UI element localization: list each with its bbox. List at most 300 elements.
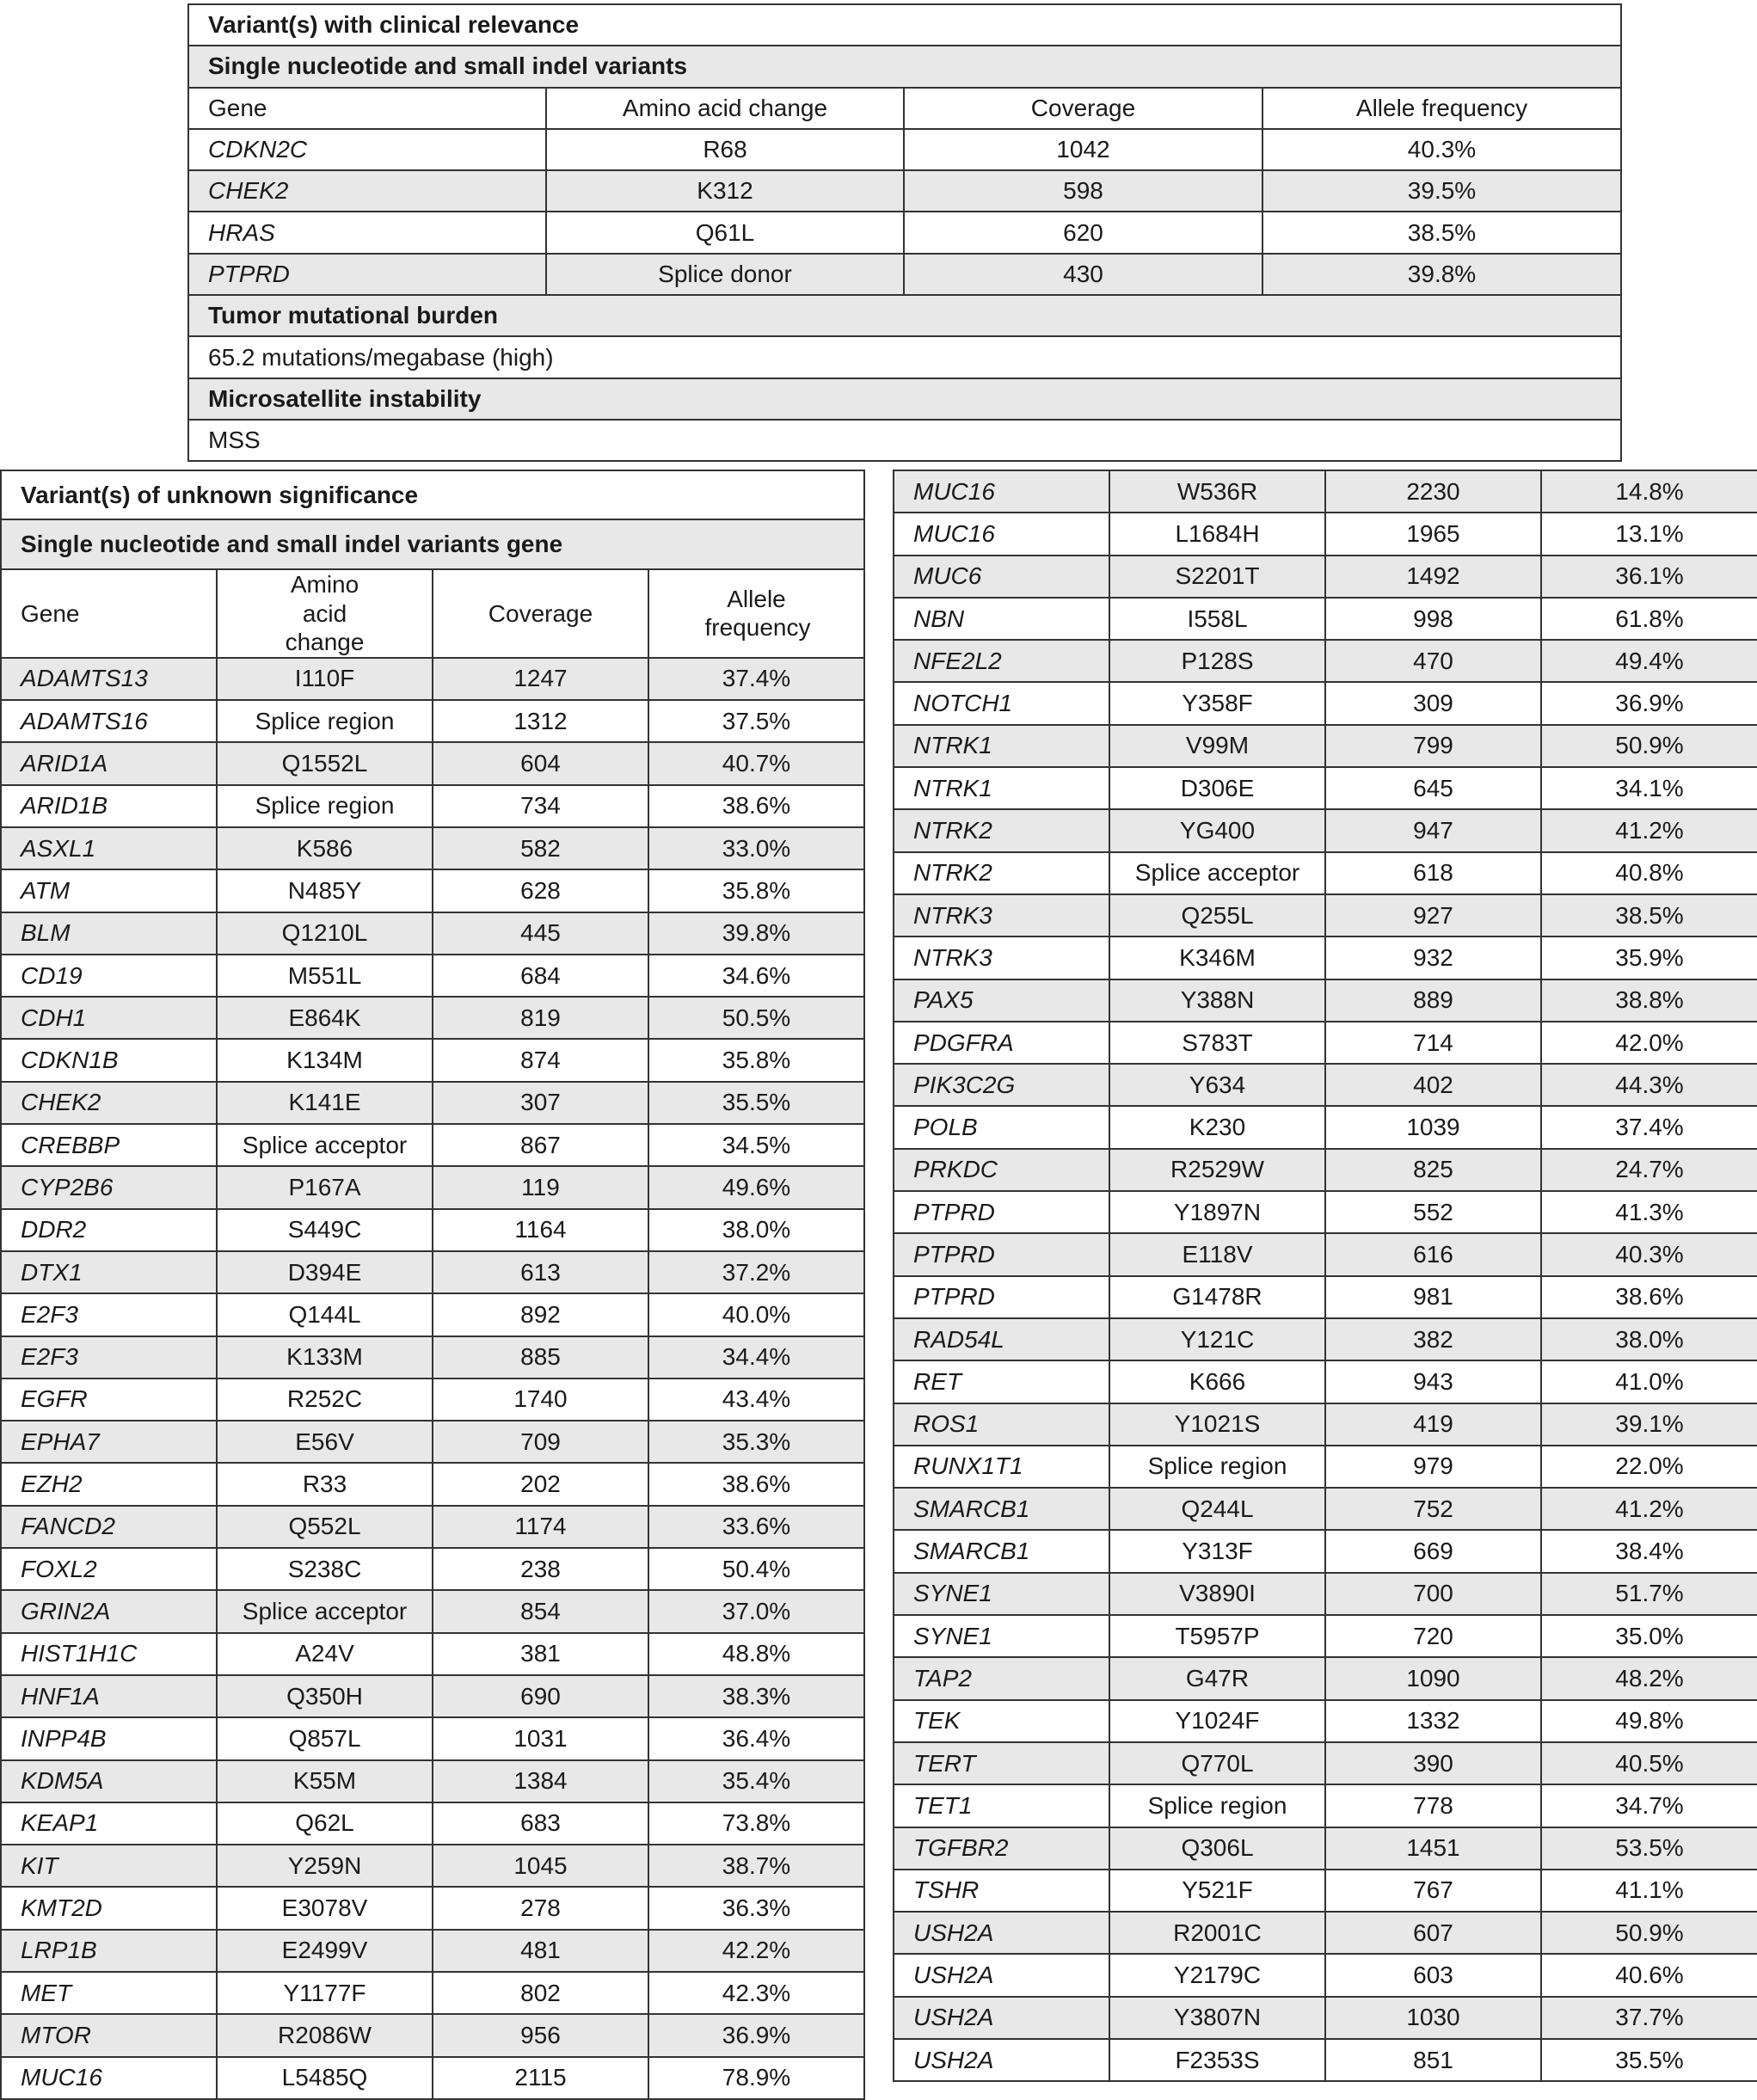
table-row — [1, 785, 864, 827]
amino-acid-change-cell: E118V — [1109, 1233, 1325, 1275]
coverage-cell: 932 — [1325, 936, 1541, 979]
coverage-cell: 690 — [433, 1675, 648, 1717]
coverage-cell: 1451 — [1325, 1827, 1541, 1870]
coverage-cell: 645 — [1325, 767, 1541, 809]
gene-cell: POLB — [894, 1106, 1109, 1148]
amino-acid-change-cell: D306E — [1109, 767, 1325, 809]
allele-frequency-cell: 73.8% — [648, 1802, 864, 1845]
table-row — [894, 1742, 1757, 1784]
column-header-coverage: Coverage — [904, 88, 1262, 129]
table-row — [894, 767, 1757, 809]
allele-frequency-cell: 40.5% — [1541, 1742, 1757, 1784]
coverage-cell: 552 — [1325, 1191, 1541, 1233]
allele-frequency-cell: 38.3% — [648, 1675, 864, 1717]
allele-frequency-cell: 51.7% — [1541, 1573, 1757, 1615]
amino-acid-change-cell: S238C — [217, 1548, 433, 1590]
allele-frequency-cell: 38.0% — [1541, 1318, 1757, 1360]
header-text: Allele frequency — [704, 585, 811, 642]
amino-acid-change-cell: K346M — [1109, 936, 1325, 979]
gene-cell: CD19 — [1, 955, 217, 997]
tmb-title: Tumor mutational burden — [188, 295, 1621, 336]
coverage-cell: 734 — [433, 785, 648, 827]
table-row — [894, 1870, 1757, 1912]
table-row — [894, 1827, 1757, 1870]
gene-cell: USH2A — [894, 1954, 1109, 1996]
table-row — [894, 1657, 1757, 1699]
table-row — [1, 827, 864, 869]
gene-cell: TGFBR2 — [894, 1827, 1109, 1870]
table-row — [1, 1124, 864, 1166]
table-row — [188, 170, 1621, 212]
table-row — [1, 1039, 864, 1081]
coverage-cell: 1384 — [433, 1760, 648, 1802]
amino-acid-change-cell: V99M — [1109, 725, 1325, 767]
table-row — [1, 1845, 864, 1887]
amino-acid-change-cell: D394E — [217, 1251, 433, 1293]
gene-cell: ASXL1 — [1, 827, 217, 869]
allele-frequency-cell: 40.3% — [1541, 1233, 1757, 1275]
gene-cell: E2F3 — [1, 1336, 217, 1379]
allele-frequency-cell: 39.5% — [1262, 170, 1621, 212]
coverage-cell: 1090 — [1325, 1657, 1541, 1699]
gene-cell: SMARCB1 — [894, 1488, 1109, 1530]
table-row — [894, 1022, 1757, 1064]
allele-frequency-cell: 41.2% — [1541, 1488, 1757, 1530]
gene-cell: NTRK3 — [894, 894, 1109, 936]
allele-frequency-cell: 33.0% — [648, 827, 864, 869]
clinical-section-title: Variant(s) with clinical relevance — [188, 4, 1621, 46]
table-row — [1, 742, 864, 784]
table-row — [1, 1209, 864, 1251]
allele-frequency-cell: 34.5% — [648, 1124, 864, 1166]
allele-frequency-cell: 42.3% — [648, 1972, 864, 2014]
table-row — [894, 1106, 1757, 1148]
amino-acid-change-cell: Q350H — [217, 1675, 433, 1717]
gene-cell: MUC16 — [1, 2057, 217, 2099]
table-row — [894, 598, 1757, 640]
coverage-cell: 481 — [433, 1930, 648, 1972]
table-row — [188, 212, 1621, 253]
gene-cell: NFE2L2 — [894, 640, 1109, 682]
amino-acid-change-cell: Y521F — [1109, 1870, 1325, 1912]
coverage-cell: 709 — [433, 1421, 648, 1463]
coverage-cell: 825 — [1325, 1149, 1541, 1191]
table-row — [894, 513, 1757, 555]
amino-acid-change-cell: Y1021S — [1109, 1403, 1325, 1446]
table-row — [1, 955, 864, 997]
gene-cell: BLM — [1, 912, 217, 955]
coverage-cell: 2115 — [433, 2057, 648, 2099]
coverage-cell: 582 — [433, 827, 648, 869]
table-row — [1, 2014, 864, 2056]
table-row — [894, 852, 1757, 894]
coverage-cell: 778 — [1325, 1784, 1541, 1827]
amino-acid-change-cell: Q1552L — [217, 742, 433, 784]
allele-frequency-cell: 36.9% — [648, 2014, 864, 2056]
table-row — [188, 129, 1621, 170]
coverage-cell: 470 — [1325, 640, 1541, 682]
allele-frequency-cell: 50.9% — [1541, 1912, 1757, 1954]
gene-cell: PTPRD — [894, 1233, 1109, 1275]
amino-acid-change-cell: Y358F — [1109, 682, 1325, 724]
amino-acid-change-cell: Q255L — [1109, 894, 1325, 936]
coverage-cell: 1042 — [904, 129, 1262, 170]
gene-cell: USH2A — [894, 1997, 1109, 2039]
table-row — [894, 556, 1757, 598]
allele-frequency-cell: 38.6% — [648, 785, 864, 827]
allele-frequency-cell: 33.6% — [648, 1506, 864, 1548]
coverage-cell: 202 — [433, 1463, 648, 1505]
gene-cell: GRIN2A — [1, 1590, 217, 1632]
column-header-amino-acid-change — [217, 569, 433, 658]
amino-acid-change-cell: Splice region — [1109, 1784, 1325, 1827]
amino-acid-change-cell: Splice donor — [546, 254, 904, 295]
allele-frequency-cell: 34.4% — [648, 1336, 864, 1379]
table-row — [1, 1675, 864, 1717]
amino-acid-change-cell: Q144L — [217, 1293, 433, 1336]
table-row — [894, 1064, 1757, 1106]
allele-frequency-cell: 35.5% — [648, 1082, 864, 1124]
gene-cell: KEAP1 — [1, 1802, 217, 1845]
allele-frequency-cell: 38.5% — [1541, 894, 1757, 936]
allele-frequency-cell: 35.8% — [648, 869, 864, 912]
gene-cell: PRKDC — [894, 1149, 1109, 1191]
gene-cell: CDH1 — [1, 997, 217, 1039]
coverage-cell: 307 — [433, 1082, 648, 1124]
table-row — [894, 1318, 1757, 1360]
coverage-cell: 867 — [433, 1124, 648, 1166]
allele-frequency-cell: 49.8% — [1541, 1700, 1757, 1742]
amino-acid-change-cell: Q244L — [1109, 1488, 1325, 1530]
allele-frequency-cell: 35.8% — [648, 1039, 864, 1081]
table-row — [1, 1336, 864, 1379]
coverage-cell: 616 — [1325, 1233, 1541, 1275]
allele-frequency-cell: 40.8% — [1541, 852, 1757, 894]
unknown-significance-table-right — [893, 470, 1757, 2082]
gene-cell: FOXL2 — [1, 1548, 217, 1590]
amino-acid-change-cell: K230 — [1109, 1106, 1325, 1148]
allele-frequency-cell: 42.0% — [1541, 1022, 1757, 1064]
amino-acid-change-cell: F2353S — [1109, 2039, 1325, 2081]
coverage-cell: 889 — [1325, 979, 1541, 1022]
table-row — [1, 700, 864, 742]
table-row — [894, 1997, 1757, 2039]
coverage-cell: 1030 — [1325, 1997, 1541, 2039]
allele-frequency-cell: 39.1% — [1541, 1403, 1757, 1446]
coverage-cell: 684 — [433, 955, 648, 997]
table-row — [894, 936, 1757, 979]
gene-cell: EPHA7 — [1, 1421, 217, 1463]
table-row — [894, 979, 1757, 1022]
unknown-snv-title: Single nucleotide and small indel variants gene — [1, 519, 864, 569]
gene-cell: TSHR — [894, 1870, 1109, 1912]
allele-frequency-cell: 40.6% — [1541, 1954, 1757, 1996]
column-header-allele-frequency: Allele frequency — [1262, 88, 1621, 129]
allele-frequency-cell: 34.7% — [1541, 1784, 1757, 1827]
allele-frequency-cell: 22.0% — [1541, 1446, 1757, 1488]
gene-cell: ADAMTS16 — [1, 700, 217, 742]
amino-acid-change-cell: Splice acceptor — [217, 1124, 433, 1166]
allele-frequency-cell: 41.2% — [1541, 809, 1757, 851]
gene-cell: SMARCB1 — [894, 1530, 1109, 1572]
table-row — [1, 658, 864, 700]
header-text: Amino acid change — [285, 571, 365, 656]
coverage-cell: 402 — [1325, 1064, 1541, 1106]
amino-acid-change-cell: I110F — [217, 658, 433, 700]
gene-cell: TEK — [894, 1700, 1109, 1742]
coverage-cell: 419 — [1325, 1403, 1541, 1446]
table-row — [894, 1530, 1757, 1572]
clinical-snv-title: Single nucleotide and small indel variants — [188, 46, 1621, 87]
gene-cell: HIST1H1C — [1, 1633, 217, 1675]
gene-cell: ARID1A — [1, 742, 217, 784]
table-row — [188, 254, 1621, 295]
gene-cell: PTPRD — [894, 1191, 1109, 1233]
amino-acid-change-cell: Q552L — [217, 1506, 433, 1548]
gene-cell: EZH2 — [1, 1463, 217, 1505]
coverage-cell: 382 — [1325, 1318, 1541, 1360]
amino-acid-change-cell: Splice region — [217, 700, 433, 742]
allele-frequency-cell: 40.7% — [648, 742, 864, 784]
allele-frequency-cell: 35.0% — [1541, 1615, 1757, 1657]
gene-cell: CDKN1B — [1, 1039, 217, 1081]
coverage-cell: 752 — [1325, 1488, 1541, 1530]
table-row — [894, 1954, 1757, 1996]
amino-acid-change-cell: P167A — [217, 1166, 433, 1208]
coverage-cell: 603 — [1325, 1954, 1541, 1996]
table-row — [894, 470, 1757, 513]
amino-acid-change-cell: Y3807N — [1109, 1997, 1325, 2039]
table-row — [1, 1802, 864, 1845]
coverage-cell: 720 — [1325, 1615, 1541, 1657]
amino-acid-change-cell: S783T — [1109, 1022, 1325, 1064]
coverage-cell: 819 — [433, 997, 648, 1039]
allele-frequency-cell: 34.1% — [1541, 767, 1757, 809]
allele-frequency-cell: 49.6% — [648, 1166, 864, 1208]
table-row — [894, 1403, 1757, 1446]
allele-frequency-cell: 49.4% — [1541, 640, 1757, 682]
amino-acid-change-cell: Y259N — [217, 1845, 433, 1887]
coverage-cell: 607 — [1325, 1912, 1541, 1954]
table-row — [894, 1573, 1757, 1615]
coverage-cell: 979 — [1325, 1446, 1541, 1488]
msi-value: MSS — [188, 420, 1621, 461]
coverage-cell: 238 — [433, 1548, 648, 1590]
table-row — [1, 1166, 864, 1208]
amino-acid-change-cell: K133M — [217, 1336, 433, 1379]
gene-cell: NTRK2 — [894, 809, 1109, 851]
table-row — [1, 1251, 864, 1293]
amino-acid-change-cell: K141E — [217, 1082, 433, 1124]
column-header-amino-acid-change: Amino acid change — [546, 88, 904, 129]
allele-frequency-cell: 42.2% — [648, 1930, 864, 1972]
gene-cell: USH2A — [894, 2039, 1109, 2081]
column-header-gene: Gene — [1, 569, 217, 658]
table-row — [1, 997, 864, 1039]
gene-cell: SYNE1 — [894, 1615, 1109, 1657]
amino-acid-change-cell: A24V — [217, 1633, 433, 1675]
gene-cell: PDGFRA — [894, 1022, 1109, 1064]
allele-frequency-cell: 38.8% — [1541, 979, 1757, 1022]
amino-acid-change-cell: G47R — [1109, 1657, 1325, 1699]
amino-acid-change-cell: E2499V — [217, 1930, 433, 1972]
amino-acid-change-cell: R68 — [546, 129, 904, 170]
coverage-cell: 381 — [433, 1633, 648, 1675]
table-row — [1, 1463, 864, 1505]
table-row — [1, 1887, 864, 1929]
allele-frequency-cell: 50.4% — [648, 1548, 864, 1590]
gene-cell: RUNX1T1 — [894, 1446, 1109, 1488]
amino-acid-change-cell: L5485Q — [217, 2057, 433, 2099]
amino-acid-change-cell: R2001C — [1109, 1912, 1325, 1954]
allele-frequency-cell: 38.6% — [648, 1463, 864, 1505]
allele-frequency-cell: 36.9% — [1541, 682, 1757, 724]
table-row — [894, 1191, 1757, 1233]
allele-frequency-cell: 43.4% — [648, 1379, 864, 1421]
allele-frequency-cell: 38.0% — [648, 1209, 864, 1251]
amino-acid-change-cell: S449C — [217, 1209, 433, 1251]
coverage-cell: 885 — [433, 1336, 648, 1379]
allele-frequency-cell: 41.1% — [1541, 1870, 1757, 1912]
table-row — [894, 1233, 1757, 1275]
amino-acid-change-cell: Q857L — [217, 1717, 433, 1759]
coverage-cell: 1492 — [1325, 556, 1541, 598]
gene-cell: SYNE1 — [894, 1573, 1109, 1615]
allele-frequency-cell: 48.2% — [1541, 1657, 1757, 1699]
coverage-cell: 1045 — [433, 1845, 648, 1887]
gene-cell: ATM — [1, 869, 217, 912]
amino-acid-change-cell: V3890I — [1109, 1573, 1325, 1615]
allele-frequency-cell: 78.9% — [648, 2057, 864, 2099]
gene-cell: KIT — [1, 1845, 217, 1887]
amino-acid-change-cell: N485Y — [217, 869, 433, 912]
table-row — [894, 1149, 1757, 1191]
gene-cell: KMT2D — [1, 1887, 217, 1929]
coverage-cell: 981 — [1325, 1276, 1541, 1318]
coverage-cell: 618 — [1325, 852, 1541, 894]
allele-frequency-cell: 44.3% — [1541, 1064, 1757, 1106]
table-row — [894, 1446, 1757, 1488]
amino-acid-change-cell: Y121C — [1109, 1318, 1325, 1360]
unknown-significance-table-left — [0, 470, 865, 2100]
coverage-cell: 799 — [1325, 725, 1541, 767]
amino-acid-change-cell: K312 — [546, 170, 904, 212]
amino-acid-change-cell: K586 — [217, 827, 433, 869]
coverage-cell: 309 — [1325, 682, 1541, 724]
gene-cell: MUC16 — [894, 513, 1109, 555]
allele-frequency-cell: 40.3% — [1262, 129, 1621, 170]
amino-acid-change-cell: E3078V — [217, 1887, 433, 1929]
table-row — [894, 1488, 1757, 1530]
table-row — [894, 682, 1757, 724]
coverage-cell: 714 — [1325, 1022, 1541, 1064]
gene-cell: NOTCH1 — [894, 682, 1109, 724]
allele-frequency-cell: 35.3% — [648, 1421, 864, 1463]
amino-acid-change-cell: R2529W — [1109, 1149, 1325, 1191]
allele-frequency-cell: 14.8% — [1541, 470, 1757, 513]
column-header-allele-frequency — [648, 569, 864, 658]
amino-acid-change-cell: E864K — [217, 997, 433, 1039]
amino-acid-change-cell: Q770L — [1109, 1742, 1325, 1784]
coverage-cell: 598 — [904, 170, 1262, 212]
gene-cell: NTRK3 — [894, 936, 1109, 979]
amino-acid-change-cell: Y1177F — [217, 1972, 433, 2014]
coverage-cell: 700 — [1325, 1573, 1541, 1615]
table-row — [1, 1930, 864, 1972]
allele-frequency-cell: 61.8% — [1541, 598, 1757, 640]
table-row — [1, 912, 864, 955]
coverage-cell: 390 — [1325, 1742, 1541, 1784]
table-row — [1, 1379, 864, 1421]
allele-frequency-cell: 35.5% — [1541, 2039, 1757, 2081]
gene-cell: MUC6 — [894, 556, 1109, 598]
gene-cell: E2F3 — [1, 1293, 217, 1336]
gene-cell: NTRK1 — [894, 767, 1109, 809]
amino-acid-change-cell: I558L — [1109, 598, 1325, 640]
gene-cell: RAD54L — [894, 1318, 1109, 1360]
coverage-cell: 278 — [433, 1887, 648, 1929]
allele-frequency-cell: 50.9% — [1541, 725, 1757, 767]
allele-frequency-cell: 36.1% — [1541, 556, 1757, 598]
allele-frequency-cell: 37.7% — [1541, 1997, 1757, 2039]
table-row — [1, 1082, 864, 1124]
gene-cell: ADAMTS13 — [1, 658, 217, 700]
allele-frequency-cell: 41.0% — [1541, 1360, 1757, 1403]
gene-cell: LRP1B — [1, 1930, 217, 1972]
table-row — [1, 1633, 864, 1675]
amino-acid-change-cell: Splice region — [217, 785, 433, 827]
gene-cell: DDR2 — [1, 1209, 217, 1251]
coverage-cell: 620 — [904, 212, 1262, 253]
amino-acid-change-cell: Q62L — [217, 1802, 433, 1845]
allele-frequency-cell: 38.6% — [1541, 1276, 1757, 1318]
amino-acid-change-cell: R2086W — [217, 2014, 433, 2056]
gene-cell: FANCD2 — [1, 1506, 217, 1548]
coverage-cell: 998 — [1325, 598, 1541, 640]
coverage-cell: 851 — [1325, 2039, 1541, 2081]
table-row — [1, 1590, 864, 1632]
coverage-cell: 1312 — [433, 700, 648, 742]
gene-cell: MUC16 — [894, 470, 1109, 513]
table-row — [1, 1717, 864, 1759]
table-row — [1, 1548, 864, 1590]
coverage-cell: 1965 — [1325, 513, 1541, 555]
gene-cell: TERT — [894, 1742, 1109, 1784]
amino-acid-change-cell: Splice region — [1109, 1446, 1325, 1488]
table-row — [894, 1360, 1757, 1403]
gene-cell: CHEK2 — [1, 1082, 217, 1124]
gene-cell: TET1 — [894, 1784, 1109, 1827]
unknown-section-title: Variant(s) of unknown significance — [1, 470, 864, 519]
table-row — [1, 1760, 864, 1802]
allele-frequency-cell: 37.5% — [648, 700, 864, 742]
coverage-cell: 1332 — [1325, 1700, 1541, 1742]
coverage-cell: 119 — [433, 1166, 648, 1208]
gene-cell: TAP2 — [894, 1657, 1109, 1699]
coverage-cell: 683 — [433, 1802, 648, 1845]
table-row — [1, 1972, 864, 2014]
table-row — [894, 725, 1757, 767]
amino-acid-change-cell: E56V — [217, 1421, 433, 1463]
gene-cell: KDM5A — [1, 1760, 217, 1802]
gene-cell: PTPRD — [188, 254, 546, 295]
amino-acid-change-cell: K134M — [217, 1039, 433, 1081]
gene-cell: MET — [1, 1972, 217, 2014]
gene-cell: MTOR — [1, 2014, 217, 2056]
coverage-cell: 802 — [433, 1972, 648, 2014]
amino-acid-change-cell: Y634 — [1109, 1064, 1325, 1106]
amino-acid-change-cell: R33 — [217, 1463, 433, 1505]
